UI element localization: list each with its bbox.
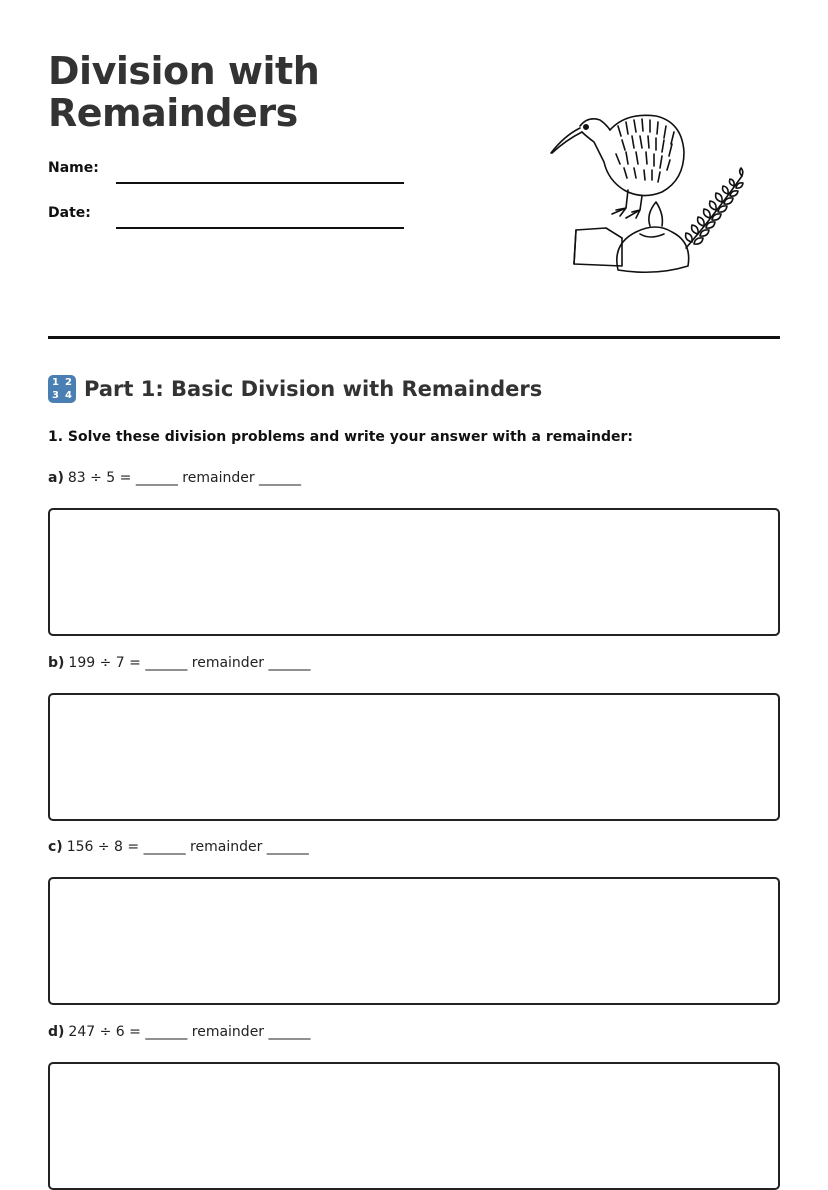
answer-box-b[interactable]: [48, 693, 780, 821]
kiwi-bird-icon: [546, 106, 752, 282]
worksheet-page: [48, 0, 780, 1118]
worksheet-header: [48, 0, 780, 340]
problem-a: [48, 468, 780, 636]
problem-letter: d): [48, 1024, 65, 1040]
problem-a-line: [48, 468, 780, 488]
answer-box-a[interactable]: [48, 508, 780, 636]
problem-letter: a): [48, 470, 64, 486]
numbers-icon-digit: 1: [52, 377, 59, 388]
problem-text: 199 ÷ 7 = ______ remainder ______: [68, 655, 311, 671]
problem-b-line: [48, 653, 780, 673]
name-label: Name:: [48, 160, 99, 176]
question-1-instruction: 1. Solve these division problems and write your answer with a remainder:: [48, 429, 634, 445]
problem-c-line: [48, 837, 780, 857]
problem-d-line: [48, 1022, 780, 1042]
problem-letter: b): [48, 655, 65, 671]
worksheet-title: Division with Remainders: [48, 49, 320, 135]
numbers-icon-digit: 3: [52, 390, 59, 401]
name-field: [48, 160, 408, 190]
problem-text: 83 ÷ 5 = ______ remainder ______: [67, 470, 302, 486]
problem-text: 156 ÷ 8 = ______ remainder ______: [66, 839, 309, 855]
problem-text: 247 ÷ 6 = ______ remainder ______: [68, 1024, 311, 1040]
numbers-icon: [48, 375, 76, 403]
part1-heading: [48, 375, 542, 403]
date-field: [48, 205, 408, 235]
section-divider: [48, 336, 780, 339]
answer-box-d[interactable]: [48, 1062, 780, 1190]
answer-box-c[interactable]: [48, 877, 780, 1005]
problem-d: [48, 1022, 780, 1190]
numbers-icon-digit: 2: [65, 377, 72, 388]
problem-letter: c): [48, 839, 63, 855]
date-label: Date:: [48, 205, 91, 221]
problem-c: [48, 837, 780, 1005]
numbers-icon-digit: 4: [65, 390, 72, 401]
part1-heading-text: Part 1: Basic Division with Remainders: [84, 377, 543, 401]
date-line: [116, 227, 404, 229]
name-line: [116, 182, 404, 184]
problem-b: [48, 653, 780, 821]
